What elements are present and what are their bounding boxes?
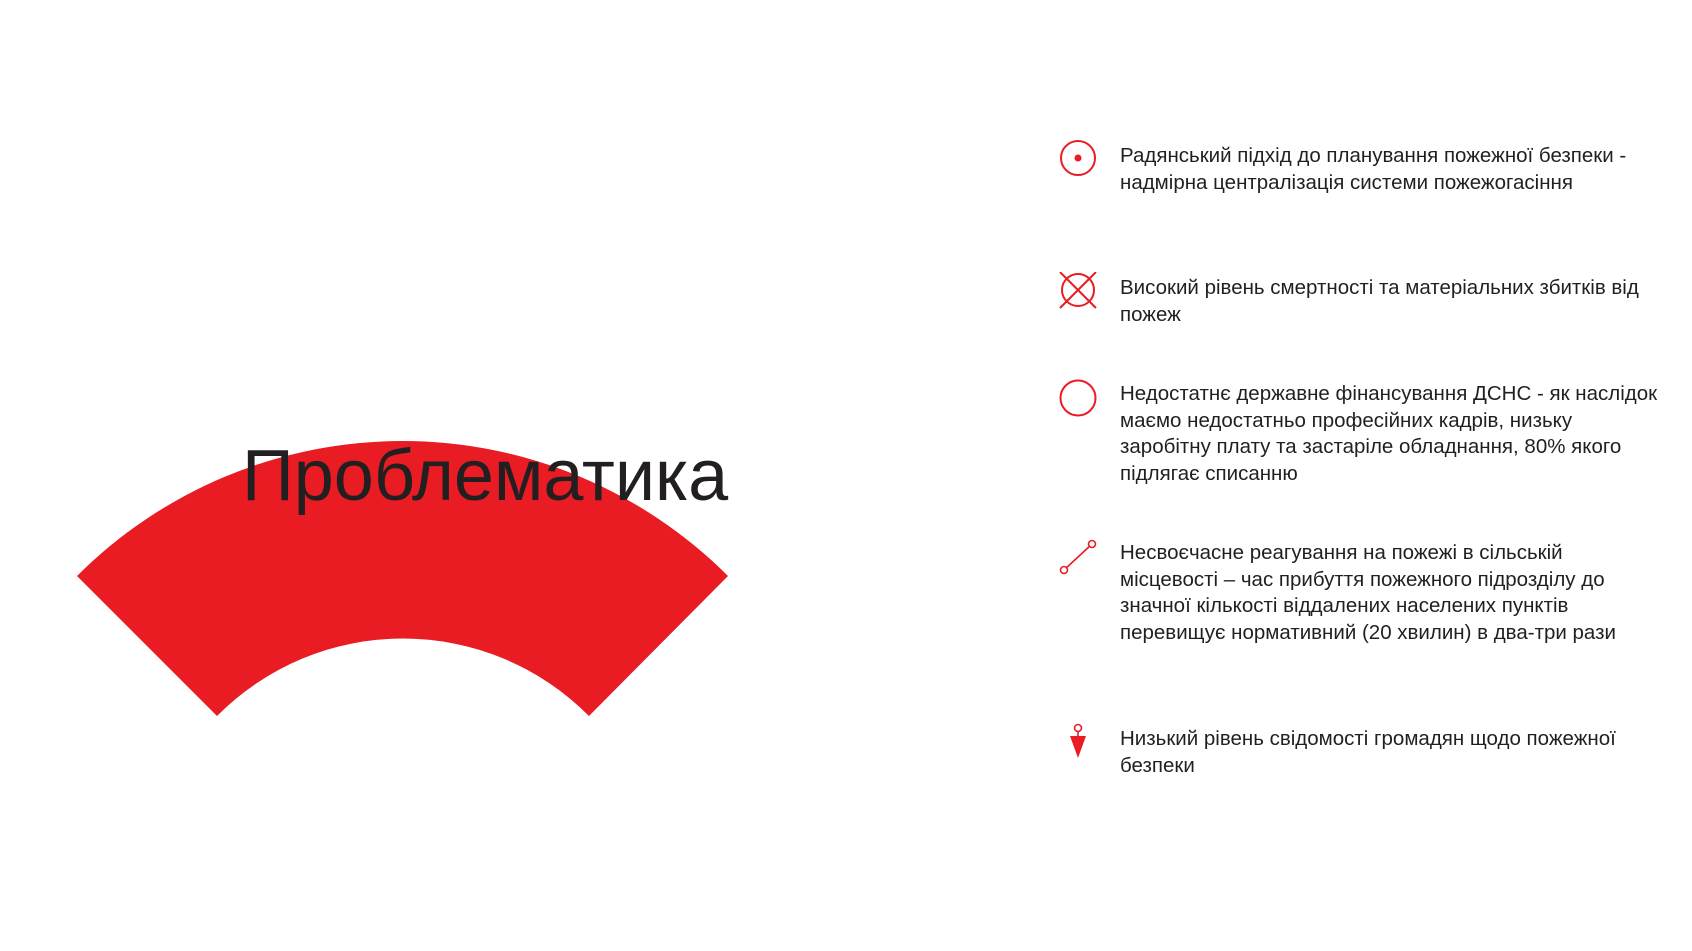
- target-dot-icon: [1058, 140, 1098, 180]
- map-pin-icon: [1058, 723, 1098, 763]
- problem-text: Низький рівень свідомості громадян щодо пожежної безпеки: [1120, 727, 1616, 777]
- problem-text: Недостатнє державне фінансування ДСНС - як наслідок маємо недостатньо професійних кадрів, низьку заробітну плату та застаріле обладнання, 80% якого підлягає списанню: [1120, 382, 1658, 485]
- page-title: Проблематика: [242, 436, 729, 516]
- problem-text: Радянський підхід до планування пожежної безпеки - надмірна централізація системи пожежогасіння: [1120, 144, 1627, 194]
- problem-text: Несвоєчасне реагування на пожежі в сільській місцевості – час прибуття пожежного підрозділу до значної кількості віддалених населених пунктів перевищує нормативний (20 хвилин) в два-три рази: [1120, 541, 1616, 644]
- empty-circle-icon: [1058, 378, 1098, 418]
- route-line-icon: [1058, 537, 1098, 577]
- crossed-circle-icon: [1058, 272, 1098, 312]
- red-arc-shape: [0, 0, 760, 760]
- problem-text: Високий рівень смертності та матеріальних збитків від пожеж: [1120, 276, 1639, 326]
